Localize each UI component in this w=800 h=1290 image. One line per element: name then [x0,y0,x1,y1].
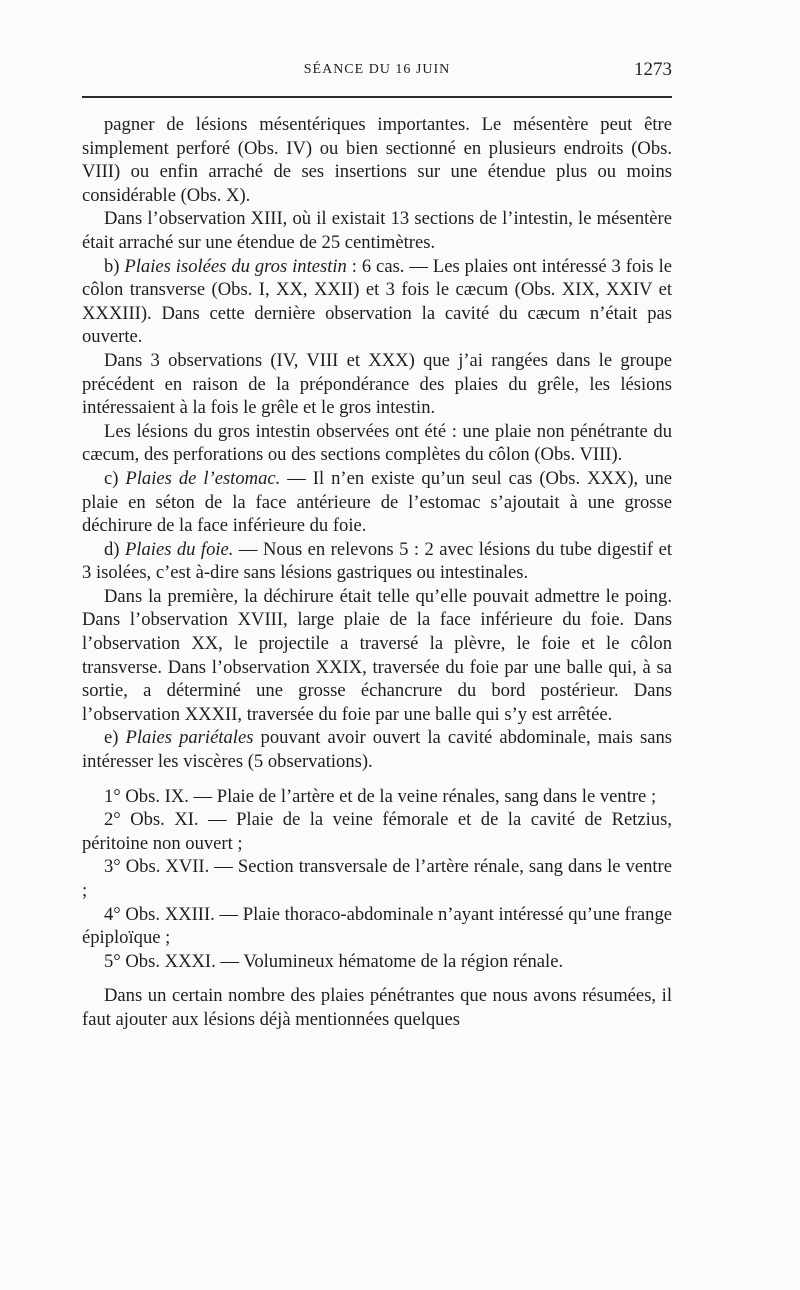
paragraph [82,467,672,538]
paragraph [82,984,672,1031]
list-marker: b) [104,255,125,277]
paragraph-text: 1° Obs. IX. — Plaie de l’artère et de la veine rénales, sang dans le ventre ; [104,785,657,807]
paragraph [82,855,672,902]
paragraph-text: Dans la première, la déchirure était telle qu’elle pouvait admettre le poing. Dans l’observation XVIII, large plaie de la face inférieure du foie. Dans l’observation XX, le projectile a traversé la plèvre, le foie et le côlon transverse. Dans l’observation XXIX, traversée du foie par une balle qui, à sa sortie, a déterminé une grosse échancrure du bord postérieur. Dans l’observation XXXII, traversée du foie par une balle qui s’y est arrêtée. [82,585,672,725]
paragraph [82,207,672,254]
paragraph-text: — Il n’en existe qu’un seul cas (Obs. XXX), une plaie en séton de la face antérieure de l’estomac s’ajoutait à une grosse déchirure de la face inférieure du foie. [82,467,672,537]
paragraph [82,420,672,467]
paragraph [82,950,672,974]
paragraph-text: — Nous en relevons 5 : 2 avec lésions du tube digestif et 3 isolées, c’est à-dire sans lésions gastriques ou intestinales. [82,538,672,584]
page-header [82,56,672,86]
paragraph-text: pouvant avoir ouvert la cavité abdominale, mais sans intéresser les viscères (5 observations). [82,727,672,773]
paragraph-text: : 6 cas. — Les plaies ont intéressé 3 fois le côlon transverse (Obs. I, XX, XXII) et 3 fois le cæcum (Obs. XIX, XXIV et XXXIII). Dans cette dernière observation la cavité du cæcum n’était pas ouverte. [82,255,672,348]
paragraph-text: 5° Obs. XXXI. — Volumineux hématome de la région rénale. [104,950,564,972]
paragraph-text: pagner de lésions mésentériques importantes. Le mésentère peut être simplement perforé (Obs. IV) ou bien sectionné en plusieurs endroits (Obs. VIII) ou enfin arraché de ses insertions sur une étendue plus ou moins considérable (Obs. X). [82,114,672,206]
section-title: Plaies pariétales [125,727,254,749]
paragraph [82,585,672,727]
list-marker: d) [104,538,125,560]
paragraph [82,113,672,207]
body-text [82,113,672,1032]
section-title: Plaies du foie. [124,538,234,560]
section-title: Plaies isolées du gros intestin [124,255,347,277]
paragraph [82,808,672,855]
paragraph-text: 2° Obs. XI. — Plaie de la veine fémorale et de la cavité de Retzius, péritoine non ouvert ; [82,809,672,854]
paragraph-text: 4° Obs. XXIII. — Plaie thoraco-abdominale n’ayant intéressé qu’une frange épiploïque ; [82,903,672,949]
paragraph-text: Dans 3 observations (IV, VIII et XXX) que j’ai rangées dans le groupe précédent en raison de la prépondérance des plaies du grêle, les lésions intéressaient à la fois le grêle et le gros intestin. [82,349,672,419]
paragraph [82,785,672,809]
paragraph [82,349,672,420]
paragraph-text: Les lésions du gros intestin observées ont été : une plaie non pénétrante du cæcum, des perforations ou des sections complètes du côlon (Obs. VIII). [82,420,672,466]
section-title: Plaies de l’estomac. [125,467,281,489]
paragraph-text: Dans un certain nombre des plaies pénétrantes que nous avons résumées, il faut ajouter aux lésions déjà mentionnées quelques [82,985,672,1030]
header-rule [82,96,672,98]
paragraph-text: Dans l’observation XIII, où il existait 13 sections de l’intestin, le mésentère était arraché sur une étendue de 25 centimètres. [82,208,672,253]
paragraph [82,903,672,950]
paragraph [82,726,672,773]
running-head: SÉANCE DU 16 JUIN [303,62,451,77]
paragraph [82,255,672,349]
list-marker: c) [104,467,126,489]
paragraph [82,538,672,585]
page-number: 1273 [634,59,672,80]
list-marker: e) [104,727,126,749]
paragraph-text: 3° Obs. XVII. — Section transversale de l’artère rénale, sang dans le ventre ; [82,856,672,901]
